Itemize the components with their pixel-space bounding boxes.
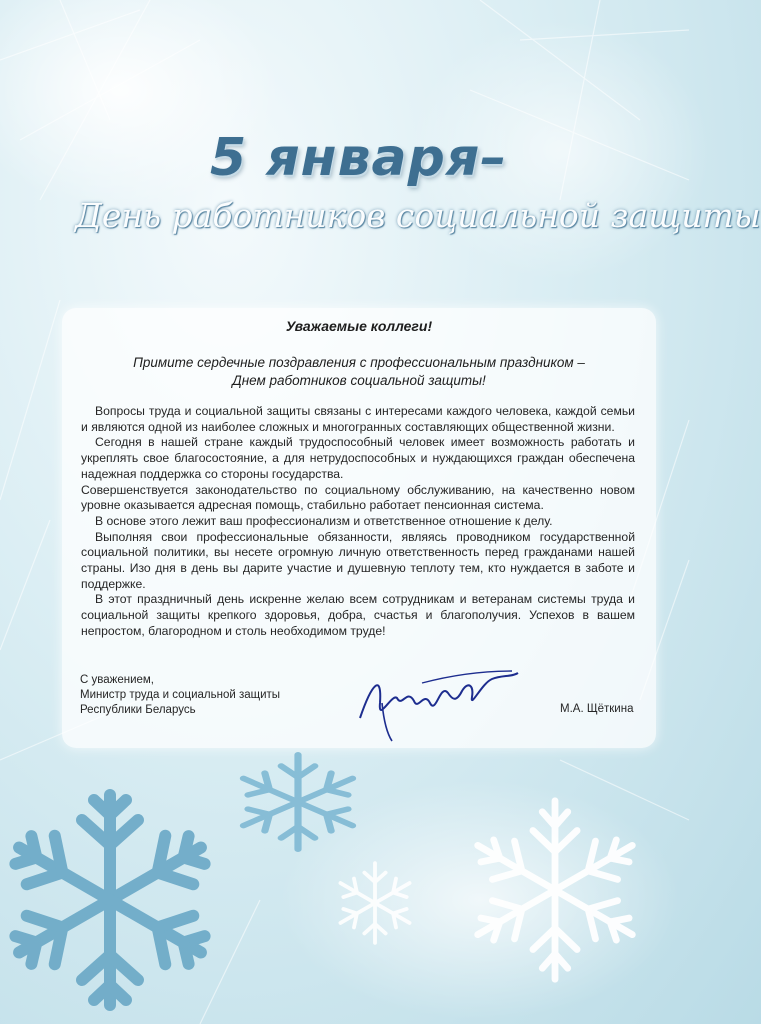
signer-name: М.А. Щёткина [560, 703, 634, 715]
paragraph: Сегодня в нашей стране каждый трудоспособный человек имеет возможность работать и укреплять свое благосостояние, а для нетрудоспособных и нуждающихся граждан обеспечена надежная поддержка со стороны государства. [81, 435, 635, 481]
position-line-2: Республики Беларусь [80, 704, 196, 716]
congratulation [62, 354, 656, 390]
position-line-1: Министр труда и социальной защиты [80, 689, 281, 701]
letter-card [62, 308, 656, 748]
occasion-title: День работников социальной защиты [75, 196, 761, 235]
paragraph: Совершенствуется законодательство по социальному обслуживанию, на качественно новом уровне оказывается адресная помощь, стабильно работает пенсионная система. [81, 482, 635, 513]
congratulation-line-2: Днем работников социальной защиты! [232, 373, 486, 388]
congratulation-line-1: Примите сердечные поздравления с профессиональным праздником – [133, 355, 585, 370]
letter-body [81, 404, 635, 640]
snowflake-icon [455, 790, 655, 990]
signature-block [80, 673, 280, 718]
greeting: Уважаемые коллеги! [285, 318, 433, 334]
handwritten-signature [352, 663, 522, 743]
paragraph: Выполняя свои профессиональные обязанности, являясь проводником государственной социальной политики, вы несете огромную личную ответственность перед гражданами нашей страны. Изо дня в день вы дарите участие и душевную теплоту тем, кто нуждается в заботе и поддержке. [81, 529, 635, 591]
closing: С уважением, [80, 674, 154, 686]
snowflake-icon [330, 858, 420, 948]
date-title: 5 января– [210, 128, 508, 188]
paragraph: В этот праздничный день искренне желаю всем сотрудникам и ветеранам системы труда и социальной защиты крепкого здоровья, добра, счастья и благополучия. Успехов в вашем непростом, благородном и столь необходимом труде! [81, 592, 635, 638]
paragraph: В основе этого лежит ваш профессионализм и ответственное отношение к делу. [95, 513, 553, 528]
snowflake-icon [198, 742, 398, 852]
paragraph: Вопросы труда и социальной защиты связаны с интересами каждого человека, каждой семьи и являются одной из наиболее сложных и многогранных составляющих общественной жизни. [81, 404, 635, 434]
title-block [0, 118, 761, 258]
